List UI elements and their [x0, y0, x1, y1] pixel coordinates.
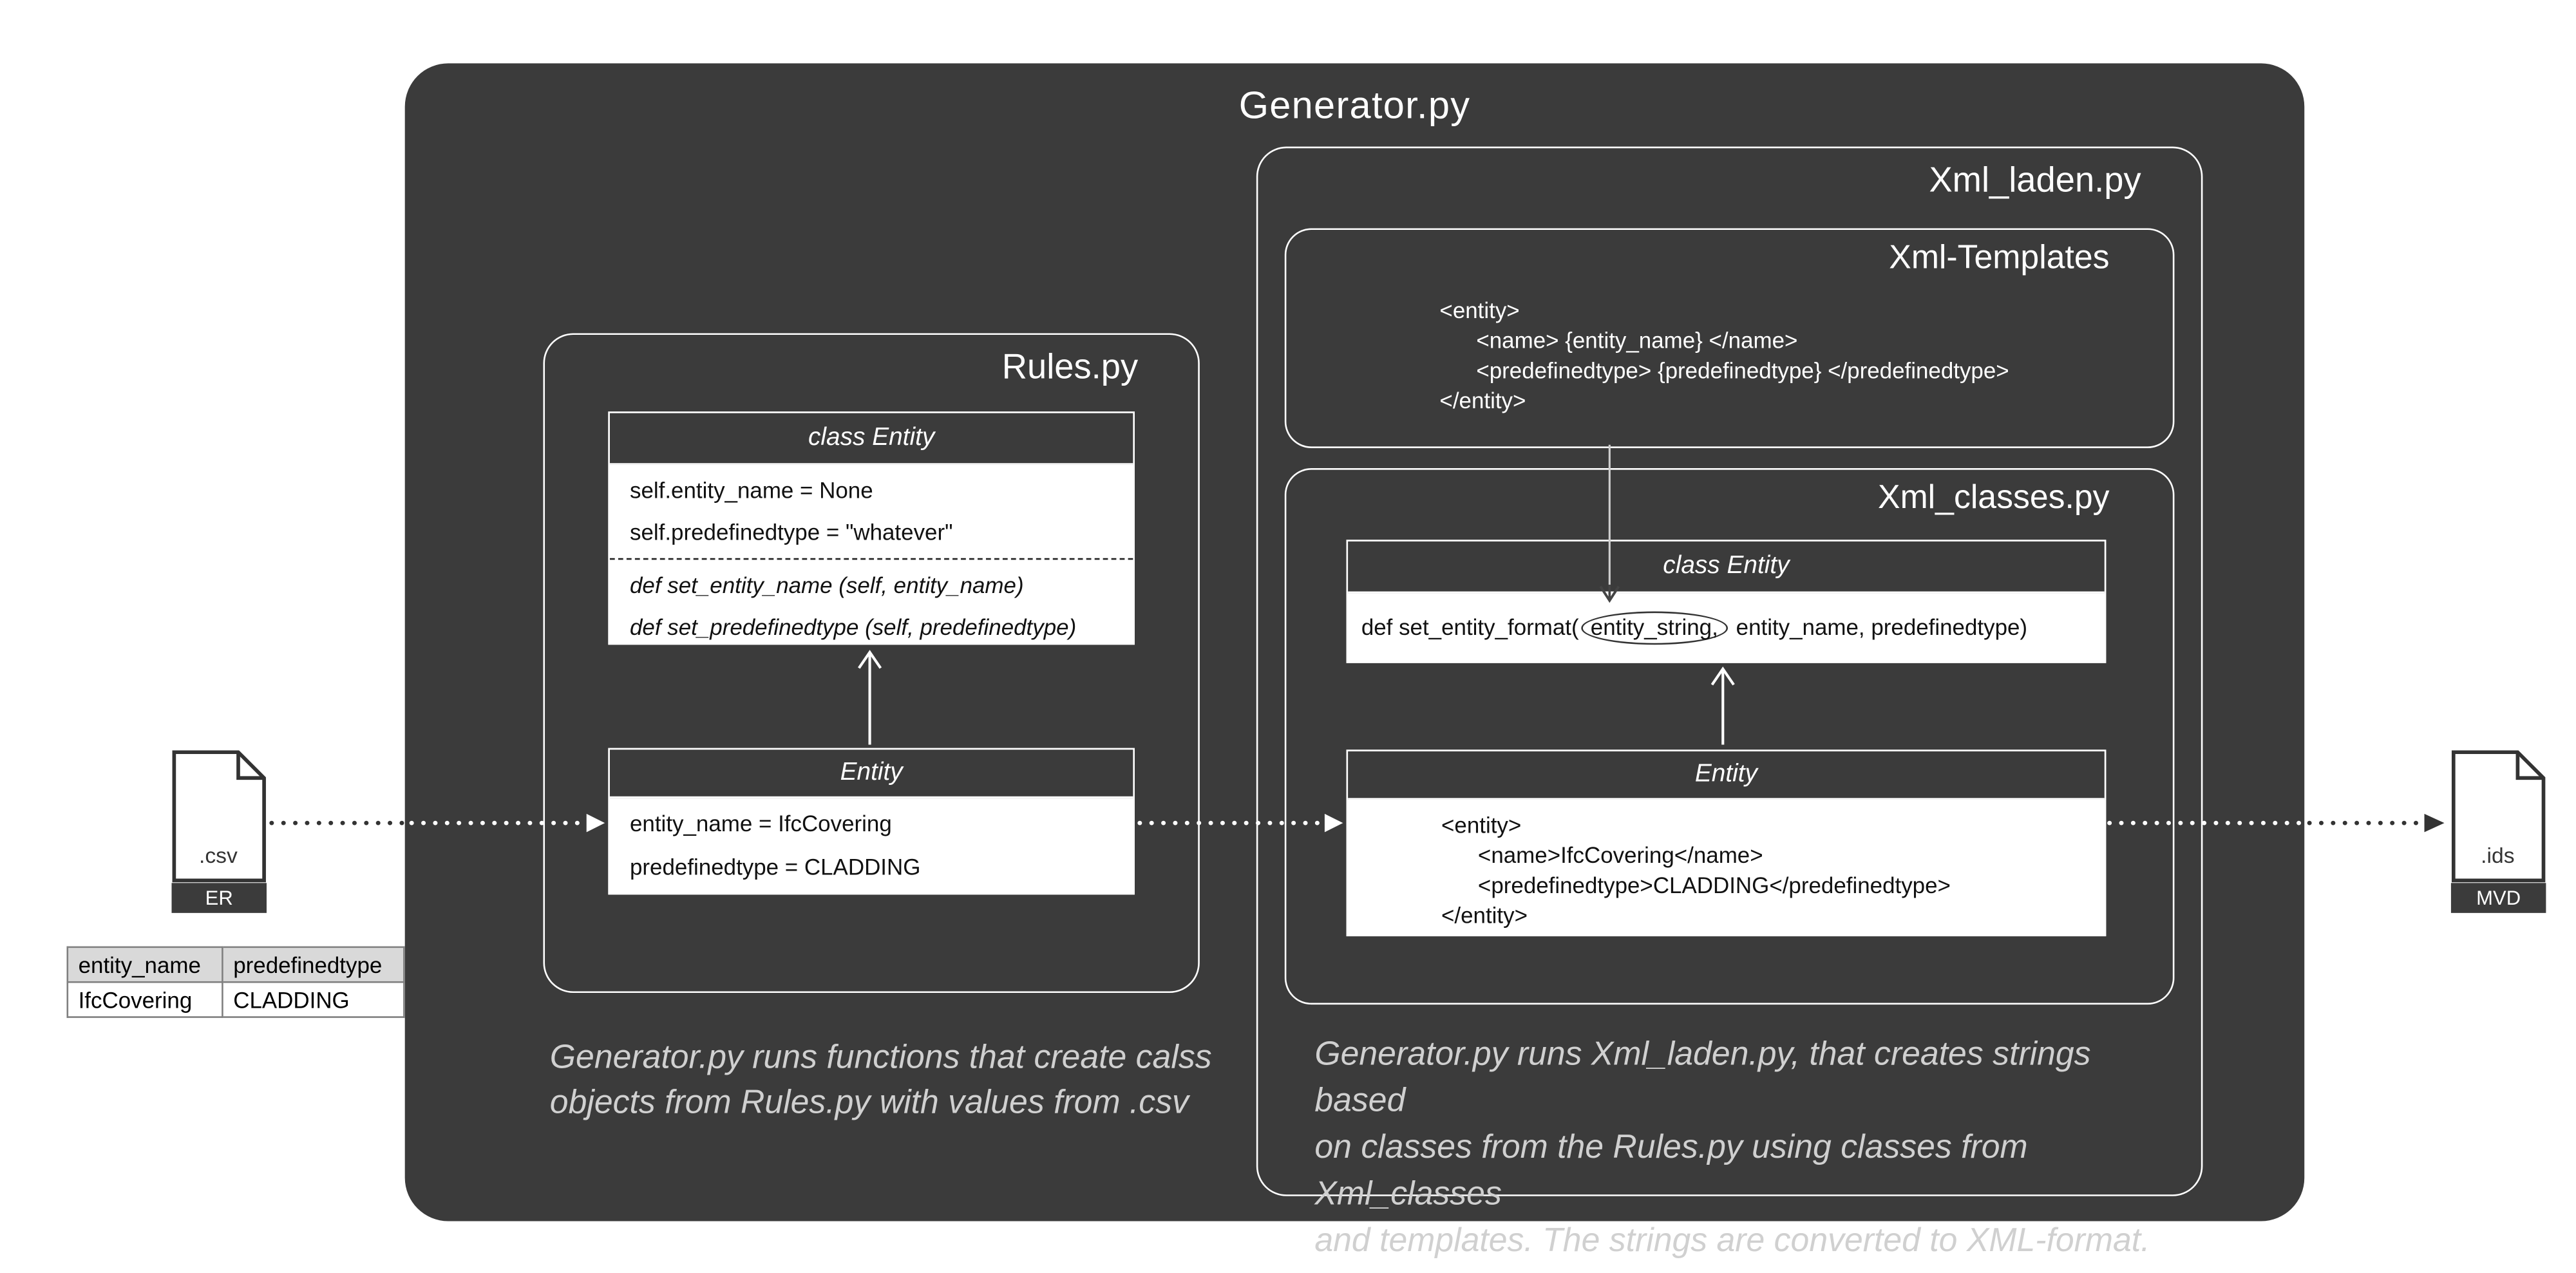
generator-container — [405, 63, 2305, 1259]
rules-class-body — [610, 465, 1133, 648]
table-header-row — [68, 947, 404, 982]
xml-template-code — [1439, 297, 2009, 417]
table-row — [68, 982, 404, 1017]
table-cell: IfcCovering — [68, 982, 223, 1017]
csv-file-label: .csv — [199, 843, 238, 868]
code-line: entity_name = IfcCovering — [629, 811, 892, 836]
ids-file-label: .ids — [2481, 843, 2515, 868]
xml-classes-panel — [1285, 468, 2175, 1004]
rules-instance-header: Entity — [610, 750, 1133, 798]
xml-instance-body — [1348, 800, 2105, 931]
code-line: <predefinedtype>CLADDING</predefinedtype> — [1477, 872, 1951, 898]
table-cell: CLADDING — [222, 982, 404, 1017]
caption-line: Generator.py runs functions that create calss — [549, 1039, 1212, 1077]
attributes-methods-divider — [610, 558, 1133, 560]
code-line: def set_predefinedtype (self, predefinedtype) — [629, 614, 1077, 640]
caption-line: and templates. The strings are converted to XML-format. — [1314, 1223, 2150, 1259]
code-line: def set_entity_name (self, entity_name) — [629, 573, 1024, 598]
csv-file-icon — [171, 750, 266, 913]
xml-class-box — [1347, 540, 2107, 663]
xml-instance-header: Entity — [1348, 751, 2105, 800]
code-line: <entity> — [1439, 298, 1520, 323]
code-line: self.entity_name = None — [629, 478, 873, 504]
caption-line: on classes from the Rules.py using classes from Xml_classes — [1314, 1129, 2028, 1213]
column-header: predefinedtype — [222, 947, 404, 982]
code-line: <entity> — [1441, 813, 1522, 838]
xml-laden-panel — [1256, 147, 2203, 1259]
csv-file-badge: ER — [171, 883, 266, 913]
code-line: <predefinedtype> {predefinedtype} </predefinedtype> — [1476, 358, 2009, 384]
rules-title: Rules.py — [1001, 348, 1139, 387]
rules-instance-box — [608, 748, 1135, 895]
xml-instance-box — [1347, 750, 2107, 936]
rules-class-header: class Entity — [610, 413, 1133, 465]
xml-templates-panel — [1285, 228, 2175, 448]
ids-file-badge: MVD — [2451, 883, 2546, 913]
column-header: entity_name — [68, 947, 223, 982]
ids-file-icon — [2451, 750, 2546, 913]
code-line: self.predefinedtype = "whatever" — [629, 520, 953, 545]
caption-line: Generator.py runs Xml_laden.py, that creates strings based — [1314, 1036, 2091, 1120]
code-line: </entity> — [1439, 388, 1526, 413]
code-line: <name> {entity_name} </name> — [1476, 328, 1798, 354]
xml-laden-title: Xml_laden.py — [1929, 161, 2141, 200]
csv-preview-table — [66, 947, 404, 1018]
code-line: <name>IfcCovering</name> — [1477, 843, 1763, 868]
generator-title: Generator.py — [1238, 83, 1471, 127]
signature-after: entity_name, predefinedtype) — [1729, 614, 2028, 640]
signature-before: def set_entity_format( — [1361, 614, 1579, 640]
xml-class-header: class Entity — [1348, 542, 2105, 593]
rules-class-box — [608, 411, 1135, 645]
rules-instance-body — [610, 798, 1133, 889]
xml-classes-title: Xml_classes.py — [1878, 480, 2110, 517]
code-line: </entity> — [1441, 903, 1528, 929]
rules-caption — [550, 1036, 1283, 1126]
xml-class-signature — [1348, 593, 2105, 645]
circled-entity-string: entity_string, — [1580, 612, 1728, 645]
xml-templates-title: Xml-Templates — [1889, 240, 2110, 277]
caption-line: objects from Rules.py with values from .csv — [549, 1084, 1189, 1122]
code-line: predefinedtype = CLADDING — [629, 854, 921, 880]
rules-panel — [543, 333, 1199, 993]
xml-laden-caption — [1314, 1032, 2188, 1265]
